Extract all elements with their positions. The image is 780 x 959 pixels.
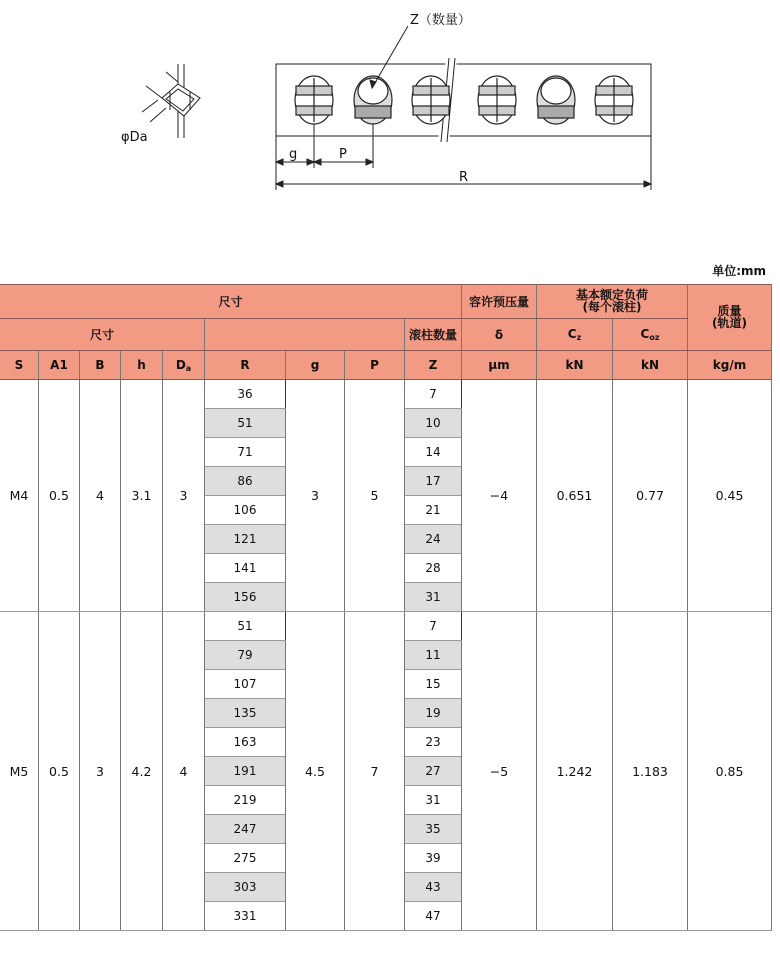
header-row-2 [0,319,772,351]
cell-p: 5 [345,380,405,612]
header-mass-line1: 质量 [717,304,742,318]
header-preload: 容许预压量 [462,285,537,319]
cell-z: 31 [405,786,462,815]
cell-r: 141 [205,554,286,583]
cell-p: 7 [345,612,405,931]
spec-table [0,284,772,931]
unit-cz: kN [537,351,613,380]
cell-z: 39 [405,844,462,873]
cell-h: 3.1 [121,380,163,612]
cell-z: 35 [405,815,462,844]
cell-g: 3 [286,380,345,612]
cell-z: 28 [405,554,462,583]
cell-r: 135 [205,699,286,728]
col-g: g [286,351,345,380]
header-row-1 [0,285,772,319]
col-r: R [205,351,286,380]
col-p: P [345,351,405,380]
col-b: B [80,351,121,380]
header-cz: $C_z$ [537,319,613,351]
col-s: S [0,351,39,380]
cell-r: 86 [205,467,286,496]
col-z: Z [405,351,462,380]
cell-s: M4 [0,380,39,612]
cell-z: 21 [405,496,462,525]
cell-r: 36 [205,380,286,409]
cell-r: 275 [205,844,286,873]
cell-r: 51 [205,612,286,641]
header-load-line2: (每个滚柱) [582,300,642,314]
cell-delta: −5 [462,612,537,931]
dim-r-label: R [459,170,469,185]
cell-z: 10 [405,409,462,438]
cell-r: 331 [205,902,286,931]
cell-z: 15 [405,670,462,699]
cell-r: 51 [205,409,286,438]
cell-r: 121 [205,525,286,554]
header-row-3 [0,351,772,380]
cell-coz: 0.77 [613,380,688,612]
roller-6 [595,76,633,124]
cell-z: 27 [405,757,462,786]
header-blank [205,319,405,351]
cell-r: 79 [205,641,286,670]
cell-b: 4 [80,380,121,612]
roller-cage-diagram [0,0,780,250]
cell-r: 107 [205,670,286,699]
cell-r: 71 [205,438,286,467]
cell-mass: 0.85 [688,612,772,931]
spec-table-body [0,380,772,931]
roller-4 [478,76,516,124]
cell-r: 219 [205,786,286,815]
header-roller-count: 滚柱数量 [405,319,462,351]
header-dimensions-sub: 尺寸 [0,319,205,351]
cell-b: 3 [80,612,121,931]
cell-a1: 0.5 [39,380,80,612]
roller-3 [412,76,450,124]
cell-z: 31 [405,583,462,612]
cell-r: 303 [205,873,286,902]
table-row [0,380,772,409]
cell-da: 3 [163,380,205,612]
cell-a1: 0.5 [39,612,80,931]
cell-z: 7 [405,612,462,641]
dim-g-label: g [289,147,298,162]
roller-side-view [142,64,200,138]
cell-delta: −4 [462,380,537,612]
unit-mass: kg/m [688,351,772,380]
cell-mass: 0.45 [688,380,772,612]
cell-cz: 0.651 [537,380,613,612]
cell-r: 156 [205,583,286,612]
z-label: Z（数量） [410,13,471,28]
cell-z: 23 [405,728,462,757]
cell-da: 4 [163,612,205,931]
cell-z: 47 [405,902,462,931]
unit-label: 单位:mm [712,264,766,278]
cell-z: 17 [405,467,462,496]
header-dimensions: 尺寸 [0,285,462,319]
dim-p-label: P [339,147,347,162]
cell-r: 191 [205,757,286,786]
cell-z: 24 [405,525,462,554]
table-row [0,612,772,641]
col-h: h [121,351,163,380]
roller-1 [295,76,333,124]
cell-z: 19 [405,699,462,728]
cell-r: 106 [205,496,286,525]
dim-da-label: φDa [121,130,148,145]
cell-s: M5 [0,612,39,931]
cell-z: 43 [405,873,462,902]
cell-g: 4.5 [286,612,345,931]
cell-h: 4.2 [121,612,163,931]
header-coz: $C_{oz}$ [613,319,688,351]
unit-delta: μm [462,351,537,380]
col-da: $D_a$ [163,351,205,380]
col-a1: A1 [39,351,80,380]
header-mass-line2: (轨道) [712,316,747,330]
cell-z: 7 [405,380,462,409]
cell-r: 163 [205,728,286,757]
header-load [537,285,688,319]
cell-z: 11 [405,641,462,670]
cell-coz: 1.183 [613,612,688,931]
cell-z: 14 [405,438,462,467]
cell-cz: 1.242 [537,612,613,931]
header-load-line1: 基本额定负荷 [575,288,648,302]
cell-r: 247 [205,815,286,844]
header-delta: δ [462,319,537,351]
roller-5 [537,76,575,124]
unit-coz: kN [613,351,688,380]
header-mass [688,285,772,351]
